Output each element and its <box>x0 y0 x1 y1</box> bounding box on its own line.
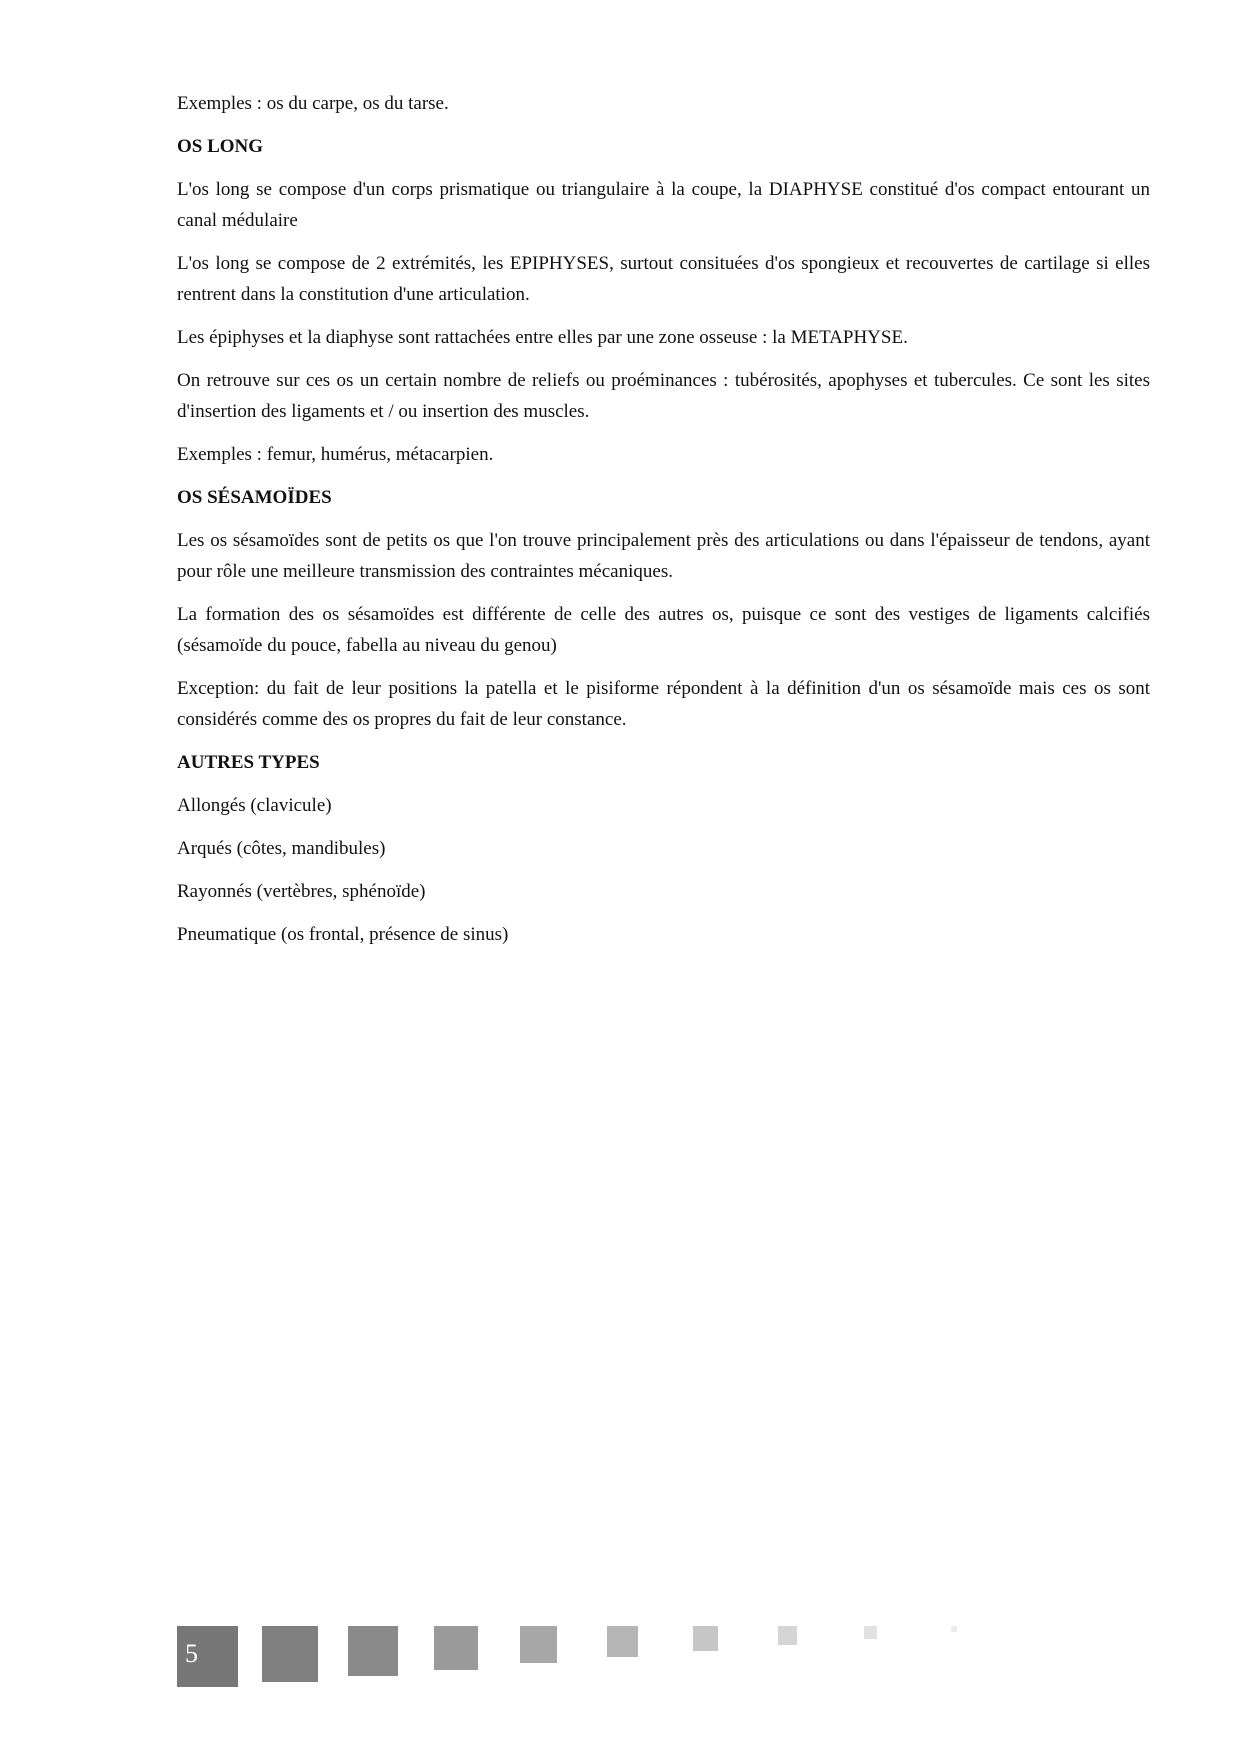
list-item-pneumatique: Pneumatique (os frontal, présence de sinus) <box>177 924 509 945</box>
footer-square-10 <box>951 1626 957 1632</box>
paragraph-examples-short-bones: Exemples : os du carpe, os du tarse. <box>177 93 449 114</box>
footer-square-3 <box>348 1626 398 1676</box>
footer-square-7 <box>693 1626 718 1651</box>
heading-autres-types: AUTRES TYPES <box>177 752 320 773</box>
footer-square-1 <box>177 1626 238 1687</box>
paragraph-sesamoides-definition: Les os sésamoïdes sont de petits os que l'on trouve principalement près des articulations ou dans l'épaisseur de tendons, ayant pour rôle une meilleure transmission des contraintes mécaniques. <box>177 530 1150 582</box>
document-body <box>177 88 1150 962</box>
footer-square-6 <box>607 1626 638 1657</box>
footer-square-4 <box>434 1626 478 1670</box>
footer-square-8 <box>778 1626 797 1645</box>
heading-os-long: OS LONG <box>177 136 264 157</box>
footer-square-2 <box>262 1626 318 1682</box>
paragraph-epiphyses: L'os long se compose de 2 extrémités, les EPIPHYSES, surtout consituées d'os spongieux et recouvertes de cartilage si elles rentrent dans la constitution d'une articulation. <box>177 253 1150 305</box>
footer-square-5 <box>520 1626 557 1663</box>
paragraph-examples-long-bones: Exemples : femur, humérus, métacarpien. <box>177 444 494 465</box>
paragraph-reliefs: On retrouve sur ces os un certain nombre de reliefs ou proéminances : tubérosités, apophyses et tubercules. Ce sont les sites d'insertion des ligaments et / ou insertion des muscles. <box>177 370 1150 422</box>
list-item-arques: Arqués (côtes, mandibules) <box>177 838 386 859</box>
paragraph-exception: Exception: du fait de leur positions la patella et le pisiforme répondent à la définition d'un os sésamoïde mais ces os sont considérés comme des os propres du fait de leur constance. <box>177 678 1150 730</box>
paragraph-metaphyse: Les épiphyses et la diaphyse sont rattachées entre elles par une zone osseuse : la METAPHYSE. <box>177 327 908 348</box>
heading-os-sesamoides: OS SÉSAMOÏDES <box>177 487 332 508</box>
paragraph-diaphyse: L'os long se compose d'un corps prismatique ou triangulaire à la coupe, la DIAPHYSE constitué d'os compact entourant un canal médulaire <box>177 179 1150 231</box>
list-item-rayonnes: Rayonnés (vertèbres, sphénoïde) <box>177 881 426 902</box>
page-number: 5 <box>185 1639 198 1668</box>
paragraph-sesamoides-formation: La formation des os sésamoïdes est différente de celle des autres os, puisque ce sont des vestiges de ligaments calcifiés (sésamoïde du pouce, fabella au niveau du genou) <box>177 604 1150 656</box>
footer-square-9 <box>864 1626 877 1639</box>
list-item-allonges: Allongés (clavicule) <box>177 795 332 816</box>
